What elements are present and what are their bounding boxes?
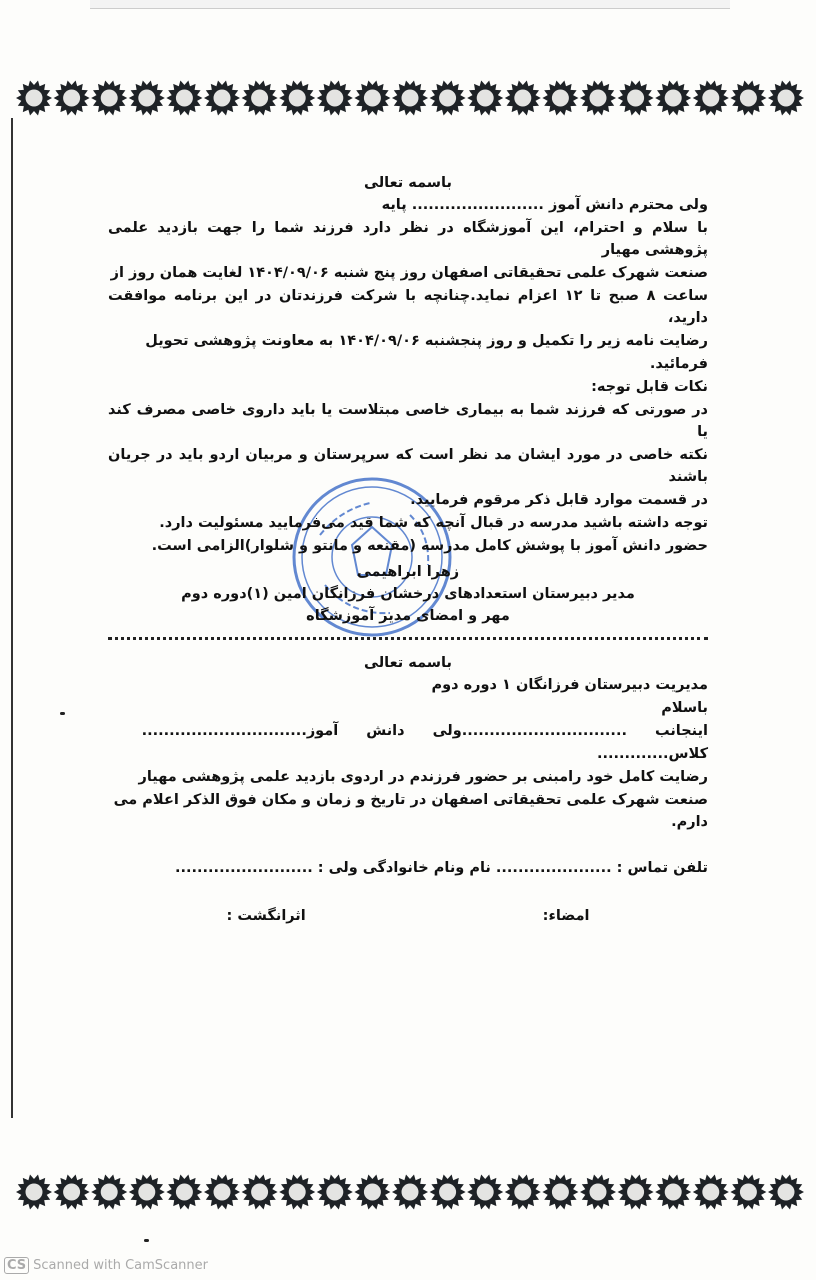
sun-ornament-icon [730,81,766,116]
signer-name: زهرا ابراهیمی [356,564,460,580]
student-name-field: آموز.............................. [141,723,339,739]
sun-ornament-icon [768,81,804,116]
sun-ornament-icon [166,1175,202,1210]
margin-line [11,118,13,1118]
body-line: رضایت نامه زیر را تکمیل و روز پنجشنبه ۱۴۰۴/۰۹/۰۶ به معاونت پژوهشی تحویل [145,333,708,349]
salutation: ولی محترم دانش آموز ........................ پایه [381,197,708,213]
doc-title: باسمه تعالی [364,175,452,191]
previous-page-edge [90,0,730,9]
sun-ornament-icon [16,81,52,116]
sun-ornament-icon [542,1175,578,1210]
sun-ornament-icon [166,81,202,116]
sun-ornament-icon [354,81,390,116]
camscanner-logo: CS [4,1257,29,1274]
sun-ornament-icon [279,81,315,116]
signer-title: مدیر دبیرستان استعدادهای درخشان فرزانگان امین (۱)دوره دوم [181,586,635,602]
tear-line [108,637,708,640]
sun-ornament-icon [317,1175,353,1210]
sun-ornament-icon [354,1175,390,1210]
sun-ornament-icon [129,81,165,116]
sun-ornament-icon [730,1175,766,1210]
sun-ornament-icon [204,81,240,116]
note-line: نکته خاصی در مورد ایشان مد نظر است که سرپرستان و مربیان اردو باید در جریان باشند [108,447,708,485]
sun-ornament-icon [542,81,578,116]
note-line: حضور دانش آموز با پوشش کامل مدرسه (مقنعه و مانتو و شلوار)الزامی است. [151,538,708,554]
inejanab-label: اینجانب [654,723,708,739]
note-line: در قسمت موارد قابل ذکر مرقوم فرمایید. [410,492,708,508]
sun-ornament-icon [129,1175,165,1210]
danesh-label: دانش [366,723,405,739]
document-body [108,172,708,927]
watermark-text: Scanned with CamScanner [33,1258,208,1273]
note-line: توجه داشته باشید مدرسه در قبال آنچه که شما قید می‌فرمایید مسئولیت دارد. [159,515,708,531]
ornament-border-top [14,78,804,118]
guardian-name-field: ..............................ولی [432,723,627,739]
sun-ornament-icon [430,81,466,116]
consent-title: باسمه تعالی [364,655,452,671]
body-line: با سلام و احترام، این آموزشگاه در نظر دارد فرزند شما را جهت بازدید علمی پژوهشی مهیار [108,220,708,258]
notes-heading: نکات قابل توجه: [591,379,708,395]
sun-ornament-icon [204,1175,240,1210]
sun-ornament-icon [16,1175,52,1210]
guardian-line [108,720,708,742]
note-line: در صورتی که فرزند شما به بیماری خاصی مبتلاست یا باید داروی خاصی مصرف کند یا [108,402,708,440]
sun-ornament-icon [430,1175,466,1210]
class-field: کلاس............. [596,746,708,762]
contact-line: تلفن تماس : ..................... نام ونام خانوادگی ولی : ......................... [175,860,708,876]
sun-ornament-icon [467,1175,503,1210]
sun-ornament-icon [655,81,691,116]
sun-ornament-icon [242,81,278,116]
sun-ornament-icon [655,1175,691,1210]
sun-ornament-icon [693,1175,729,1210]
ornament-border-bottom [14,1172,804,1212]
body-line: صنعت شهرک علمی تحقیقاتی اصفهان روز پنج شنبه ۱۴۰۴/۰۹/۰۶ لغایت همان روز از [110,265,708,281]
sun-ornament-icon [317,81,353,116]
sun-ornament-icon [693,81,729,116]
sun-ornament-icon [54,81,90,116]
sun-ornament-icon [392,81,428,116]
signature-row [108,905,708,927]
fingerprint-label: اثرانگشت : [226,908,306,924]
body-line: ساعت ۸ صبح تا ۱۲ اعزام نماید.چنانچه با شرکت فرزندتان در این برنامه موافقت دارید، [108,288,708,326]
sun-ornament-icon [91,81,127,116]
sun-ornament-icon [54,1175,90,1210]
consent-greeting: باسلام [661,700,708,716]
signature-label: امضاء: [542,908,590,924]
consent-addressee: مدیریت دبیرستان فرزانگان ۱ دوره دوم [431,677,708,693]
sun-ornament-icon [279,1175,315,1210]
scan-speck [60,712,65,715]
sun-ornament-icon [91,1175,127,1210]
sun-ornament-icon [392,1175,428,1210]
sun-ornament-icon [618,1175,654,1210]
sun-ornament-icon [505,81,541,116]
sun-ornament-icon [580,81,616,116]
sun-ornament-icon [242,1175,278,1210]
sun-ornament-icon [768,1175,804,1210]
signer-note: مهر و امضای مدیر آموزشگاه [306,608,510,624]
consent-line: رضایت کامل خود رامبنی بر حضور فرزندم در اردوی بازدید علمی پژوهشی مهیار [138,769,708,785]
body-line: فرمائید. [649,356,708,372]
consent-line: صنعت شهرک علمی تحقیقاتی اصفهان در تاریخ و زمان و مکان فوق الذکر اعلام می دارم. [113,792,708,830]
sun-ornament-icon [467,81,503,116]
sun-ornament-icon [580,1175,616,1210]
sun-ornament-icon [505,1175,541,1210]
sun-ornament-icon [618,81,654,116]
scanner-watermark [4,1257,208,1274]
scan-speck [144,1239,149,1242]
